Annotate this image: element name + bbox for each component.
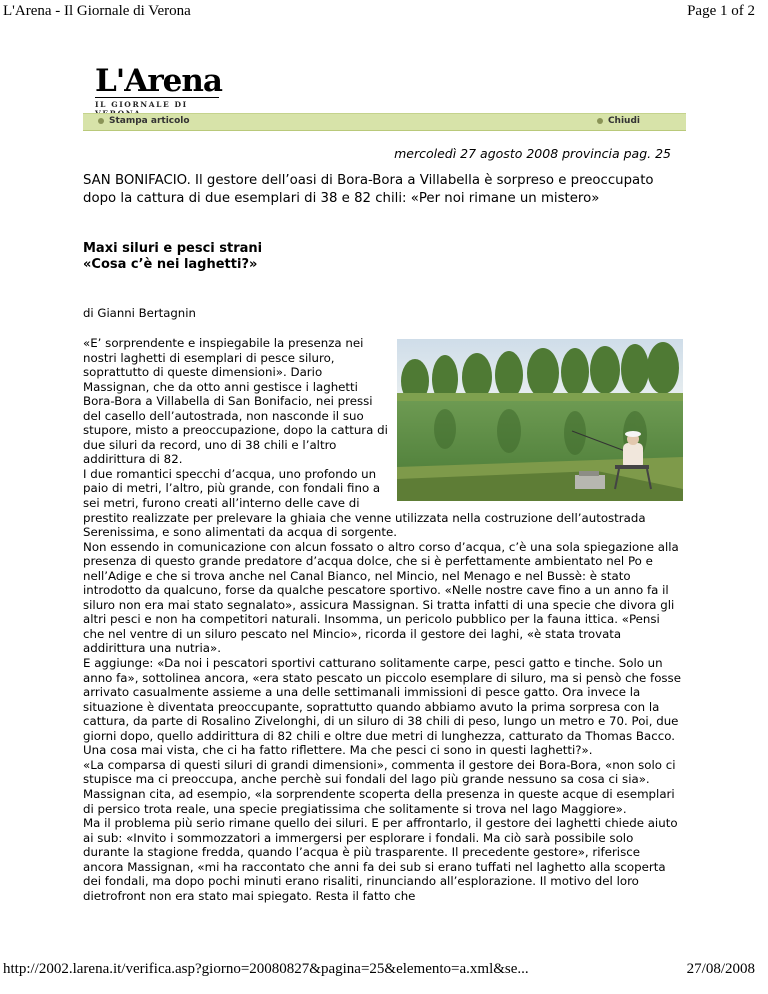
article-toolbar: [83, 113, 686, 131]
article-paragraph: Massignan cita, ad esempio, «la sorprendente scoperta della presenza in queste acque di esemplari di persico trota reale, una specie pregiatissima che solitamente si trova nel lago Maggiore».: [83, 786, 675, 816]
article-dateline: mercoledì 27 agosto 2008 provincia pag. 25: [394, 146, 671, 161]
print-footer-date: 27/08/2008: [686, 961, 755, 977]
logo-title: L'Arena: [95, 63, 223, 99]
article-paragraph: «La comparsa di questi siluri di grandi dimensioni», commenta il gestore dei Bora-Bora, «non solo ci stupisce ma ci preoccupa, anche perchè sui fondali del lago più grande nessuno sa cosa ci sia».: [83, 757, 676, 787]
article-paragraph: Ma il problema più serio rimane quello dei siluri. E per affrontarlo, il gestore dei laghetti chiede aiuto ai sub: «Invito i sommozzatori a immergersi per esplorare i fondali. Ma ciò sarà possibile solo durante la stagione fredda, quando l’acqua è più trasparente. Il precedente gestore», riferisce ancora Massignan, «mi ha raccontato che anni fa dei sub si erano tuffati nel laghetto alla scoperta dei fondali, ma dopo pochi minuti erano risaliti, rinunciando all’esplorazione. Il motivo del loro dietrofront non era stato mai spiegato. Resta il fatto che: [83, 816, 678, 903]
headline-line-1: Maxi siluri e pesci strani: [83, 241, 263, 256]
article-paragraph: I due romantici specchi d’acqua, uno profondo un paio di metri, l’altro, più grande, con fondali fino a sei metri, furono creati all’interno delle cave di prestito realizzate per prelevare la ghiaia che venne utilizzata nella costruzione dell’autostrada Serenissima, e sono alimentati da acqua di sorgente.: [83, 466, 646, 540]
article-body: [83, 336, 683, 903]
article-summary: SAN BONIFACIO. Il gestore dell’oasi di Bora-Bora a Villabella è sorpreso e preoccupato dopo la cattura di due esemplari di 38 e 82 chili: «Per noi rimane un mistero»: [83, 173, 654, 206]
close-label: Chiudi: [607, 116, 640, 126]
larena-logo: [95, 63, 223, 118]
article-content: [83, 172, 683, 903]
print-header-page: Page 1 of 2: [687, 3, 755, 19]
bullet-icon: [597, 118, 603, 124]
close-button[interactable]: [597, 116, 640, 126]
print-header-title: L'Arena - Il Giornale di Verona: [3, 3, 191, 19]
print-footer-url: http://2002.larena.it/verifica.asp?giorno=20080827&pagina=25&elemento=a.xml&se...: [3, 961, 529, 977]
fishing-lake-photo: [397, 339, 683, 501]
headline-line-2: «Cosa c’è nei laghetti?»: [83, 257, 258, 272]
article-paragraph: «E’ sorprendente e inspiegabile la presenza nei nostri laghetti di esemplari di pesce siluro, soprattutto di queste dimensioni». Dario Massignan, che da otto anni gestisce i laghetti Bora-Bora a Villabella di San Bonifacio, nei pressi del casello dell’autostrada, non nasconde il suo stupore, misto a preoccupazione, dopo la cattura di due siluri da record, uno di 38 chili e l’altro addirittura di 82.: [83, 336, 388, 467]
print-article-label: Stampa articolo: [109, 116, 190, 126]
article-paragraph: Non essendo in comunicazione con alcun fossato o altro corso d’acqua, c’è una sola spiegazione alla presenza di questo grande predatore d’acqua dolce, che si è perfettamente ambientato nel Po e nell’Adige e che si trova anche nel Canal Bianco, nel Mincio, nel Menago e nel Bussè: è stato introdotto da qualcuno, forse da qualche pescatore sportivo. «Nelle nostre cave fino a un anno fa il siluro non era mai stato segnalato», assicura Massignan. Si tratta infatti di una specie che divora gli altri pesci e non ha competitori naturali. Insomma, un pericolo pubblico per la fauna ittica. «Pensi che nel ventre di un siluro pescato nel Mincio», ricorda il gestore dei laghi, «è stata trovata addirittura una nutria».: [83, 539, 679, 656]
article-paragraph: E aggiunge: «Da noi i pescatori sportivi catturano solitamente carpe, pesci gatto e tinche. Solo un anno fa», sottolinea ancora, «era stato pescato un piccolo esemplare di siluro, ma si pensò che fosse arrivato casualmente assieme a una delle settimanali immissioni di pesce gatto. Ora invece la situazione è diventata preoccupante, soprattutto quando abbiamo avuto la prima sorpresa con la cattura, da parte di Rosalino Zivelonghi, di un siluro di 38 chili di peso, lungo un metro e 70. Poi, due giorni dopo, quello addirittura di 82 chili e oltre due metri di lunghezza, catturato da Thomas Bacco. Una cosa mai vista, che ci ha fatto riflettere. Ma che pesci ci sono in questi laghetti?».: [83, 656, 681, 758]
logo-subtitle: IL GIORNALE DI: [95, 97, 219, 118]
bullet-icon: [98, 118, 104, 124]
print-article-button[interactable]: [98, 116, 190, 126]
article-headline: [83, 241, 683, 273]
article-author: di Gianni Bertagnin: [83, 306, 196, 320]
